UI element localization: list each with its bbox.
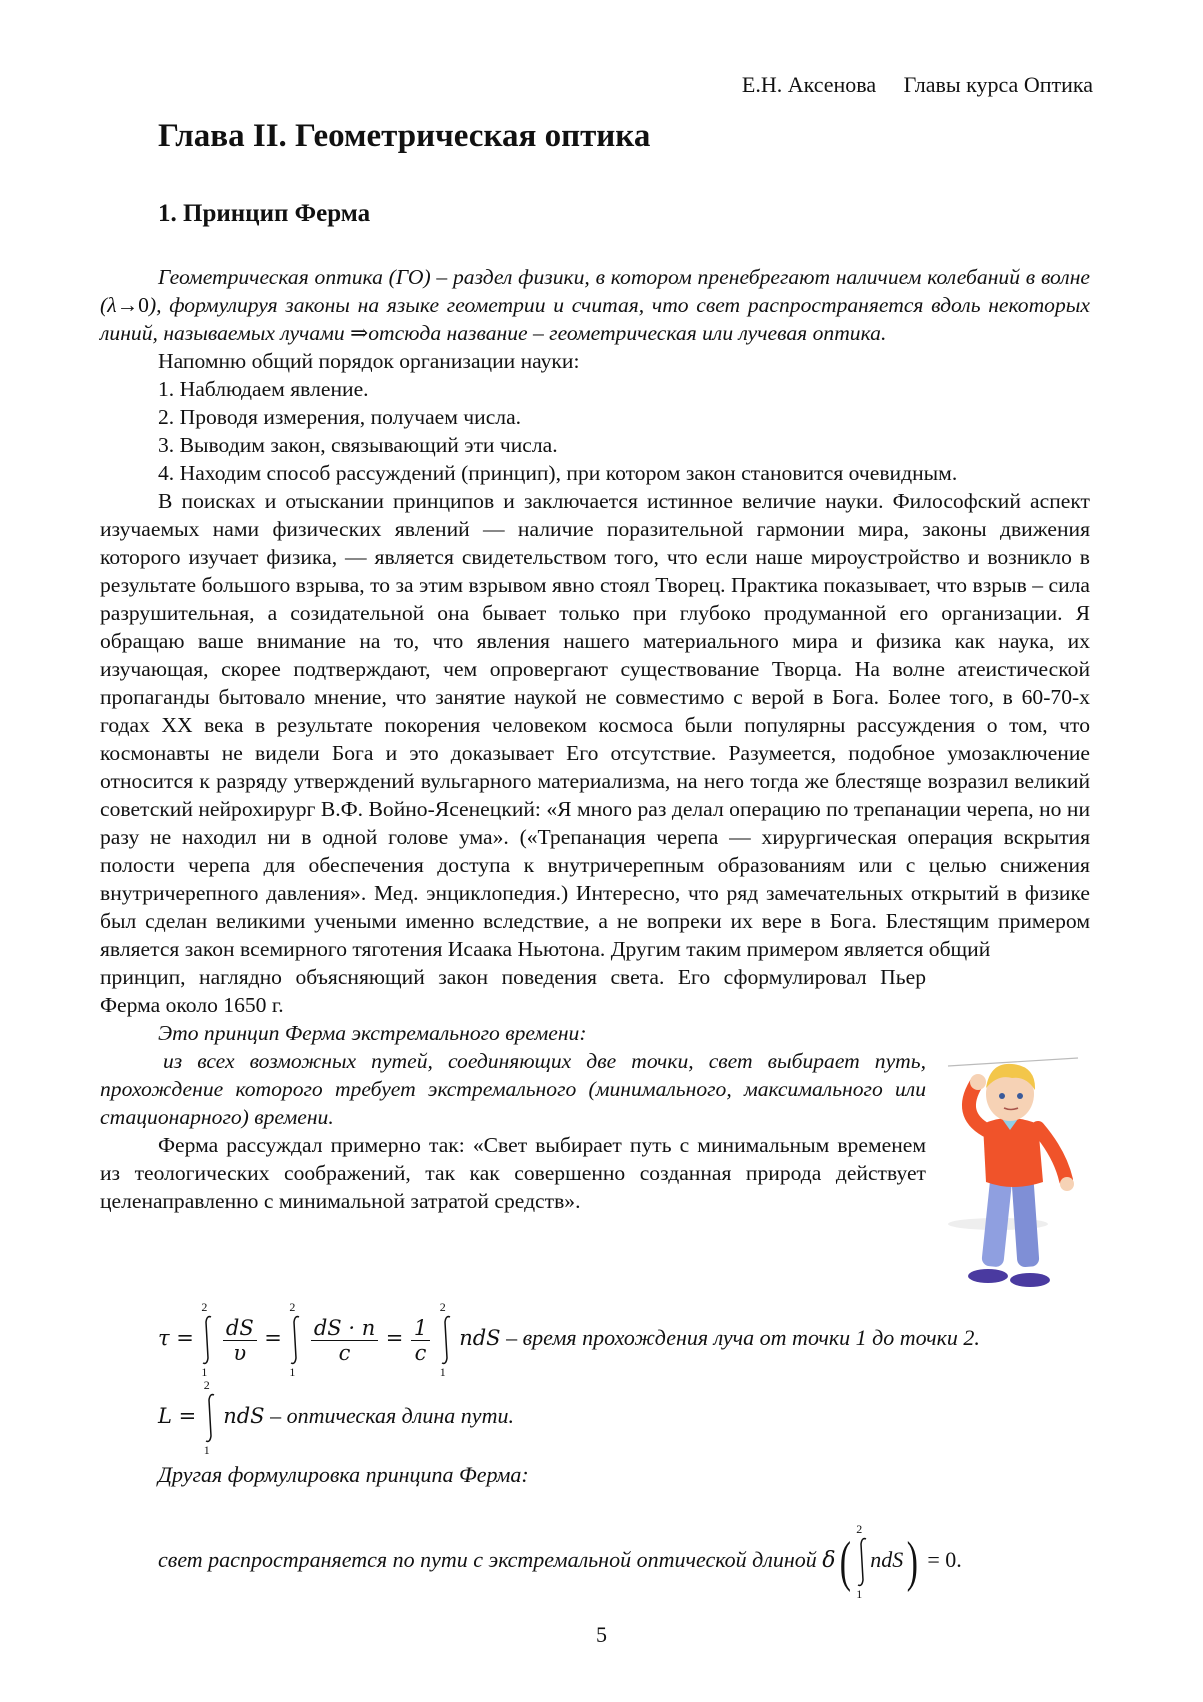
length-formula-caption: – оптическая длина пути. [270,1403,514,1429]
integral-upper-limit: 2 [856,1522,863,1536]
fraction-denominator: υ [233,1340,247,1365]
delta-symbol: δ [822,1548,836,1574]
integrand-nds: ndS [223,1404,265,1429]
chapter-title: Глава II. Геометрическая оптика [158,118,651,154]
fraction-numerator: dS · n [311,1316,378,1341]
equals-sign: = [385,1326,404,1351]
section-title: 1. Принцип Ферма [158,200,371,227]
integral-sign [854,1522,870,1601]
right-paren: ) [906,1531,919,1593]
fraction-ds-over-v [223,1316,257,1365]
integral-sign [199,1300,215,1379]
integral-glyph [199,1314,215,1366]
integral-glyph [854,1536,870,1588]
page-number: 5 [596,1622,607,1647]
step-item: 3. Выводим закон, связывающий эти числа. [158,433,558,457]
fraction-numerator: 1 [411,1316,430,1341]
integral-lower-limit: 1 [203,1443,210,1457]
time-formula-caption: – время прохождения луча от точки 1 до точки 2. [506,1325,980,1351]
arrow-zero: →0 [116,293,149,317]
step-item: 1. Наблюдаем явление. [158,377,369,401]
integral-glyph [438,1314,454,1366]
header-course: Главы курса Оптика [903,72,1093,97]
fraction-denominator: c [414,1340,427,1365]
principle-intro: Это принцип Ферма экстремального времени: [158,1021,587,1045]
intro-part-a: Геометрическая оптика (ГО) – раздел физики, в котором пренебрегают наличием колебаний в волне ( [100,265,1090,317]
wrap-paragraph: принцип, наглядно объясняющий закон поведения света. Его сформулировал Пьер Ферма около 1650 г. [100,965,926,1017]
time-formula [158,1300,980,1379]
header-author: Е.Н. Аксенова [741,72,877,97]
fermat-quote: Ферма рассуждал примерно так: «Свет выбирает путь с минимальным временем из теологических соображений, так как совершенно созданная природа действует целенаправленно с минимальной затратой средств». [100,1133,926,1213]
implies-symbol: ⇒ [350,321,369,345]
equals-sign: = [264,1326,282,1351]
lambda-symbol: λ [107,293,117,317]
integral-glyph [287,1314,303,1366]
length-symbol: L = [158,1404,197,1429]
integral-lower-limit: 1 [201,1365,208,1379]
main-paragraph: В поисках и отыскании принципов и заключается истинное величие науки. Философский аспект изучаемых нами физических явлений — наличие поразительной гармонии мира, законы движения которого изучает физика, — является свидетельством того, что если наше мироустройство и возникло в результате большого взрыва, то за этим взрывом явно стоял Творец. Практика показывает, что взрыв – сила разрушительная, а созидательной она бывает только при глубоко продуманной его организации. Я обращаю ваше внимание на то, что явления нашего материального мира и физика как наука, их изучающая, скорее подтверждают, чем опровергают существование Творца. На волне атеистической пропаганды бытовало мнение, что занятие наукой не совместимо с верой в Бога. Более того, в 60-70-х годах XX века в результате покорения человеком космоса были популярны рассуждения о том, что космонавты не видели Бога и это доказывает Его отсутствие. Разумеется, подобное умозаключение относится к разряду утверждений вульгарного материализма, на него тогда же блестяще возразил великий советский нейрохирург В.Ф. Войно-Ясенецкий: «Я много раз делал операцию по трепанации черепа, но ни разу не находил ни в одной голове ума». («Трепанация черепа — хирургическая операция вскрытия полости черепа для обеспечения доступа к внутричерепным образованиям или с целью снижения внутричерепного давления». Мед. энциклопедия.) Интересно, что ряд замечательных открытий в физике был сделан великими учеными именно вследствие, а не вопреки их вере в Бога. Блестящим примером является закон всемирного тяготения Исаака Ньютона. Другим таким примером является общий [100,489,1090,961]
left-paren: ( [839,1531,851,1593]
integral-sign [202,1378,218,1457]
integral-upper-limit: 2 [203,1378,210,1392]
alt-formulation [158,1522,962,1601]
step-item: 4. Находим способ рассуждений (принцип), при котором закон становится очевидным. [158,461,958,485]
intro-part-c: отсюда название – геометрическая или лучевая оптика. [368,321,887,345]
running-header [742,72,1093,98]
integral-upper-limit: 2 [439,1300,446,1314]
optical-length-formula [158,1378,514,1457]
fraction-numerator: dS [223,1316,257,1341]
integral-lower-limit: 1 [856,1587,863,1601]
fraction-one-over-c [411,1316,430,1365]
integral-upper-limit: 2 [289,1300,296,1314]
fraction-denominator: c [338,1340,351,1365]
fraction-dsn-over-c [311,1316,378,1365]
alt-text: свет распространяется по пути с экстремальной оптической длиной [158,1547,823,1573]
alt-heading: Другая формулировка принципа Ферма: [158,1462,529,1487]
integrand-nds: ndS [459,1326,501,1351]
principle-text: из всех возможных путей, соединяющих две точки, свет выбирает путь, прохождение которого требует экстремального (минимального, максимального или стационарного) времени. [100,1049,926,1129]
integral-glyph [202,1392,218,1444]
integrand-nds: ndS [870,1547,904,1573]
intro-paragraph [100,263,1090,347]
order-intro: Напомню общий порядок организации науки: [158,349,580,373]
intro-part-b: ), формулируя законы на языке геометрии и считая, что свет распространяется вдоль некоторых линий, называемых лучами [100,293,1090,345]
integral-sign [287,1300,303,1379]
integral-lower-limit: 1 [439,1365,446,1379]
step-item: 2. Проводя измерения, получаем числа. [158,405,522,429]
integral-lower-limit: 1 [289,1365,296,1379]
integral-sign [438,1300,454,1379]
tau-symbol: τ = [158,1326,194,1351]
thinking-boy-illustration [938,1054,1088,1299]
integral-upper-limit: 2 [201,1300,208,1314]
equals-zero: = 0. [927,1547,962,1573]
